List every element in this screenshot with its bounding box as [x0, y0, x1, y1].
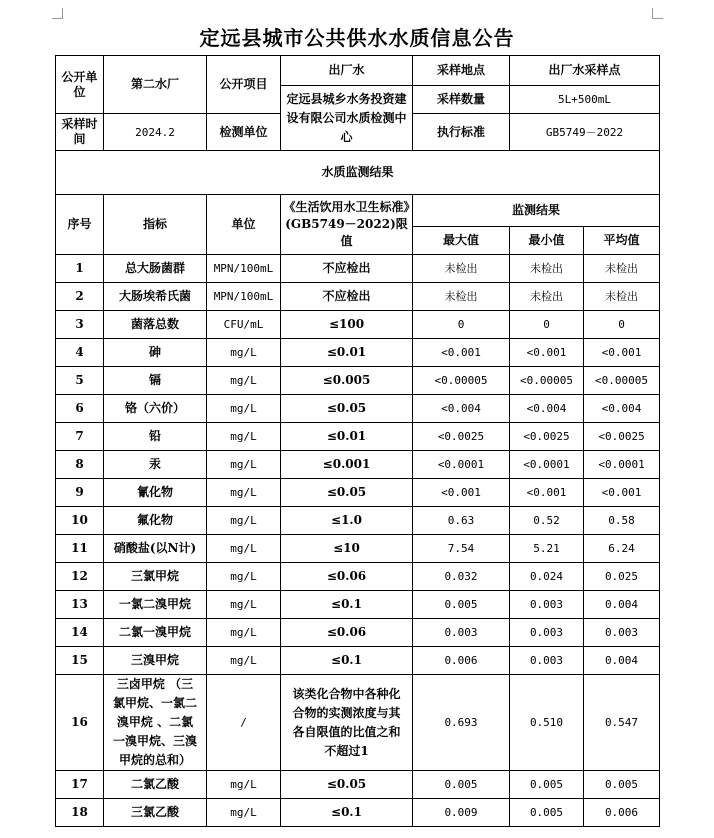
row-max: <0.001: [413, 479, 510, 507]
row-min: 5.21: [510, 535, 584, 563]
row-limit: ≤0.06: [281, 619, 413, 647]
row-limit: 该类化合物中各种化合物的实测浓度与其各自限值的比值之和不超过1: [281, 675, 413, 771]
row-indicator: 铅: [104, 423, 207, 451]
row-max: 0.006: [413, 647, 510, 675]
standard-value: GB5749－2022: [510, 114, 660, 151]
row-avg: 0.547: [584, 675, 660, 771]
row-max: 0.693: [413, 675, 510, 771]
row-indicator: 二氯乙酸: [104, 771, 207, 799]
row-max: 未检出: [413, 255, 510, 283]
row-limit: ≤10: [281, 535, 413, 563]
header-avg: 平均值: [584, 227, 660, 255]
row-limit: ≤0.1: [281, 591, 413, 619]
header-unit: 单位: [207, 195, 281, 255]
row-indicator: 二氯一溴甲烷: [104, 619, 207, 647]
row-limit: 不应检出: [281, 255, 413, 283]
sample-amount-label: 采样数量: [413, 86, 510, 114]
header-limit: 《生活饮用水卫生标准》(GB5749－2022)限值: [281, 195, 413, 255]
table-row: [56, 395, 660, 423]
row-no: 6: [56, 395, 104, 423]
row-min: 0.003: [510, 591, 584, 619]
test-unit-value: 定远县城乡水务投资建设有限公司水质检测中心: [281, 86, 413, 151]
row-avg: 0.005: [584, 771, 660, 799]
row-limit: 不应检出: [281, 283, 413, 311]
row-max: 7.54: [413, 535, 510, 563]
sample-location-label: 采样地点: [413, 56, 510, 86]
row-avg: <0.0025: [584, 423, 660, 451]
table-row: [56, 255, 660, 283]
row-avg: 0.58: [584, 507, 660, 535]
row-min: 0.024: [510, 563, 584, 591]
header-results: 监测结果: [413, 195, 660, 227]
row-limit: ≤0.1: [281, 647, 413, 675]
row-indicator: 菌落总数: [104, 311, 207, 339]
page-corner-mark-left: [52, 8, 63, 19]
row-avg: <0.001: [584, 339, 660, 367]
sample-location-value: 出厂水采样点: [510, 56, 660, 86]
row-max: 0.003: [413, 619, 510, 647]
row-min: 未检出: [510, 255, 584, 283]
row-indicator: 氰化物: [104, 479, 207, 507]
table-row: [56, 479, 660, 507]
row-min: 未检出: [510, 283, 584, 311]
row-indicator: 汞: [104, 451, 207, 479]
row-unit: mg/L: [207, 507, 281, 535]
row-max: 0.032: [413, 563, 510, 591]
section-title-row: [56, 151, 660, 195]
row-limit: ≤0.05: [281, 771, 413, 799]
row-unit: mg/L: [207, 535, 281, 563]
row-unit: mg/L: [207, 591, 281, 619]
row-unit: mg/L: [207, 479, 281, 507]
row-no: 13: [56, 591, 104, 619]
row-no: 3: [56, 311, 104, 339]
table-row: [56, 423, 660, 451]
table-row: [56, 367, 660, 395]
row-indicator: 铬（六价）: [104, 395, 207, 423]
row-min: 0.510: [510, 675, 584, 771]
row-indicator: 大肠埃希氏菌: [104, 283, 207, 311]
row-unit: mg/L: [207, 799, 281, 827]
table-row: [56, 339, 660, 367]
row-limit: ≤0.05: [281, 479, 413, 507]
row-no: 17: [56, 771, 104, 799]
row-limit: ≤0.1: [281, 799, 413, 827]
row-no: 1: [56, 255, 104, 283]
row-no: 12: [56, 563, 104, 591]
row-min: 0: [510, 311, 584, 339]
row-limit: ≤100: [281, 311, 413, 339]
row-no: 5: [56, 367, 104, 395]
sample-time-value: 2024.2: [104, 114, 207, 151]
row-indicator: 三氯乙酸: [104, 799, 207, 827]
row-min: 0.003: [510, 647, 584, 675]
row-unit: mg/L: [207, 339, 281, 367]
row-limit: ≤0.005: [281, 367, 413, 395]
row-indicator: 氟化物: [104, 507, 207, 535]
row-max: <0.00005: [413, 367, 510, 395]
table-row: [56, 283, 660, 311]
row-max: <0.004: [413, 395, 510, 423]
table-row: [56, 535, 660, 563]
row-min: <0.0001: [510, 451, 584, 479]
header-no: 序号: [56, 195, 104, 255]
row-avg: 0.004: [584, 647, 660, 675]
row-min: <0.0025: [510, 423, 584, 451]
row-no: 2: [56, 283, 104, 311]
page-title: 定远县城市公共供水水质信息公告: [199, 26, 515, 50]
row-min: <0.001: [510, 479, 584, 507]
row-unit: mg/L: [207, 451, 281, 479]
table-row: [56, 799, 660, 827]
row-no: 15: [56, 647, 104, 675]
table-row: [56, 591, 660, 619]
row-limit: ≤0.06: [281, 563, 413, 591]
row-indicator: 镉: [104, 367, 207, 395]
sample-amount-value: 5L+500mL: [510, 86, 660, 114]
row-min: <0.001: [510, 339, 584, 367]
row-unit: mg/L: [207, 423, 281, 451]
row-no: 7: [56, 423, 104, 451]
test-unit-label: 检测单位: [207, 114, 281, 151]
page-corner-mark-right: [652, 8, 663, 19]
row-max: 0.009: [413, 799, 510, 827]
row-indicator: 三溴甲烷: [104, 647, 207, 675]
row-avg: <0.00005: [584, 367, 660, 395]
publish-unit-label: 公开单位: [56, 56, 104, 114]
row-min: 0.52: [510, 507, 584, 535]
row-unit: mg/L: [207, 619, 281, 647]
row-limit: ≤0.05: [281, 395, 413, 423]
water-quality-table: [55, 55, 660, 827]
row-limit: ≤0.01: [281, 339, 413, 367]
row-avg: <0.0001: [584, 451, 660, 479]
table-row: [56, 771, 660, 799]
standard-label: 执行标准: [413, 114, 510, 151]
row-max: 未检出: [413, 283, 510, 311]
row-avg: <0.004: [584, 395, 660, 423]
row-limit: ≤0.01: [281, 423, 413, 451]
header-min: 最小值: [510, 227, 584, 255]
row-no: 9: [56, 479, 104, 507]
row-max: <0.0001: [413, 451, 510, 479]
row-indicator: 三卤甲烷 （三氯甲烷、一氯二溴甲烷 、二氯一溴甲烷、三溴甲烷的总和）: [104, 675, 207, 771]
row-avg: 0: [584, 311, 660, 339]
row-unit: MPN/100mL: [207, 255, 281, 283]
row-limit: ≤0.001: [281, 451, 413, 479]
row-indicator: 硝酸盐(以N计): [104, 535, 207, 563]
row-no: 11: [56, 535, 104, 563]
row-no: 16: [56, 675, 104, 771]
row-unit: mg/L: [207, 647, 281, 675]
row-min: 0.005: [510, 799, 584, 827]
sample-time-label: 采样时间: [56, 114, 104, 151]
row-avg: 0.003: [584, 619, 660, 647]
header-indicator: 指标: [104, 195, 207, 255]
row-avg: 0.025: [584, 563, 660, 591]
row-indicator: 三氯甲烷: [104, 563, 207, 591]
row-avg: <0.001: [584, 479, 660, 507]
table-row: [56, 507, 660, 535]
publish-item-value: 出厂水: [281, 56, 413, 86]
row-indicator: 砷: [104, 339, 207, 367]
publish-unit-value: 第二水厂: [104, 56, 207, 114]
row-unit: mg/L: [207, 367, 281, 395]
table-row: [56, 619, 660, 647]
table-row: [56, 675, 660, 771]
row-unit: /: [207, 675, 281, 771]
table-row: [56, 451, 660, 479]
row-unit: mg/L: [207, 395, 281, 423]
row-avg: 未检出: [584, 255, 660, 283]
publish-item-label: 公开项目: [207, 56, 281, 114]
row-max: 0.005: [413, 591, 510, 619]
section-title: 水质监测结果: [56, 151, 660, 195]
row-min: <0.004: [510, 395, 584, 423]
row-avg: 0.004: [584, 591, 660, 619]
row-no: 14: [56, 619, 104, 647]
row-indicator: 一氯二溴甲烷: [104, 591, 207, 619]
row-unit: mg/L: [207, 771, 281, 799]
row-no: 10: [56, 507, 104, 535]
row-unit: MPN/100mL: [207, 283, 281, 311]
table-row: [56, 647, 660, 675]
row-unit: mg/L: [207, 563, 281, 591]
table-row: [56, 563, 660, 591]
row-no: 18: [56, 799, 104, 827]
row-indicator: 总大肠菌群: [104, 255, 207, 283]
table-row: [56, 311, 660, 339]
row-unit: CFU/mL: [207, 311, 281, 339]
row-avg: 6.24: [584, 535, 660, 563]
row-max: <0.0025: [413, 423, 510, 451]
row-max: 0: [413, 311, 510, 339]
row-min: <0.00005: [510, 367, 584, 395]
row-no: 4: [56, 339, 104, 367]
row-max: 0.63: [413, 507, 510, 535]
row-limit: ≤1.0: [281, 507, 413, 535]
header-max: 最大值: [413, 227, 510, 255]
row-avg: 0.006: [584, 799, 660, 827]
row-max: 0.005: [413, 771, 510, 799]
header-row-1: [56, 195, 660, 227]
info-row-1: [56, 56, 660, 86]
row-max: <0.001: [413, 339, 510, 367]
row-avg: 未检出: [584, 283, 660, 311]
row-min: 0.003: [510, 619, 584, 647]
row-min: 0.005: [510, 771, 584, 799]
row-no: 8: [56, 451, 104, 479]
